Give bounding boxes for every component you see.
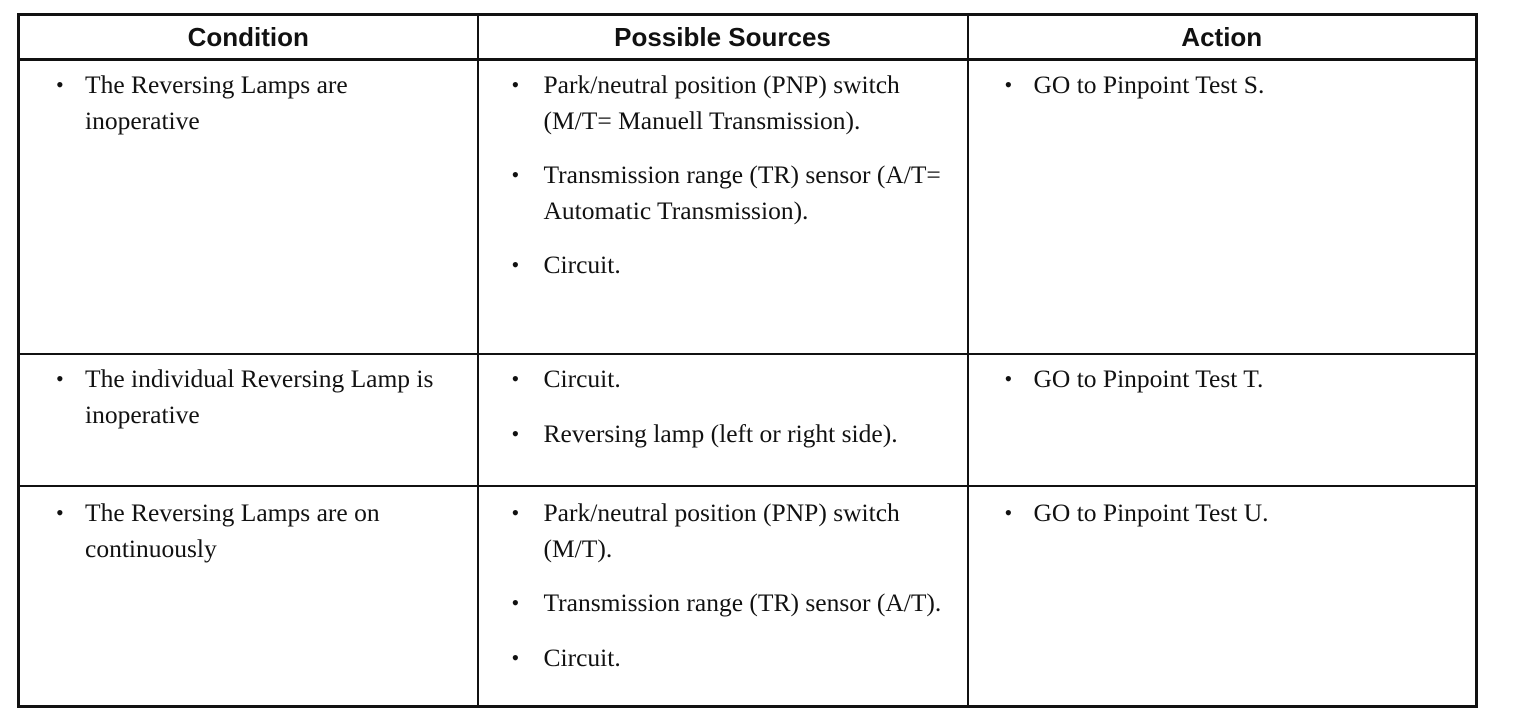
source-text: Park/neutral position (PNP) switch (M/T= Manuell Transmission).	[543, 70, 900, 135]
sources-cell	[478, 60, 968, 355]
condition-text: The individual Reversing Lamp is inoperative	[85, 364, 434, 429]
bullet-icon: •	[1004, 500, 1013, 525]
source-text: Circuit.	[543, 364, 621, 393]
bullet-icon: •	[511, 420, 520, 446]
action-cell	[968, 60, 1477, 355]
source-item	[479, 247, 957, 283]
source-item	[479, 416, 957, 452]
header-possible-sources: Possible Sources	[478, 15, 968, 60]
condition-cell	[19, 354, 478, 486]
source-text: Reversing lamp (left or right side).	[543, 418, 898, 448]
source-item	[479, 640, 957, 676]
bullet-icon: •	[1004, 72, 1013, 97]
table-row	[19, 354, 1477, 486]
condition-text: The Reversing Lamps are on continuously	[85, 498, 380, 563]
table-row	[19, 60, 1477, 355]
bullet-icon: •	[56, 366, 64, 391]
source-text: Circuit.	[543, 250, 621, 279]
condition-cell	[19, 486, 478, 707]
action-text: GO to Pinpoint Test U.	[1033, 498, 1269, 527]
diagnosis-table-container	[17, 13, 1475, 708]
bullet-icon: •	[511, 366, 520, 391]
condition-text: The Reversing Lamps are inoperative	[85, 70, 348, 135]
bullet-icon: •	[511, 500, 520, 525]
sources-cell	[478, 486, 968, 707]
source-text: Transmission range (TR) sensor (A/T).	[543, 588, 942, 617]
action-text: GO to Pinpoint Test T.	[1033, 364, 1264, 393]
action-text: GO to Pinpoint Test S.	[1033, 70, 1265, 99]
bullet-icon: •	[1004, 366, 1013, 391]
action-cell	[968, 486, 1477, 707]
bullet-icon: •	[511, 590, 520, 615]
source-text: Circuit.	[543, 642, 621, 672]
diagnosis-table	[17, 13, 1478, 708]
bullet-icon: •	[511, 252, 520, 277]
source-item	[479, 495, 957, 566]
source-item	[479, 585, 957, 621]
action-cell	[968, 354, 1477, 486]
sources-cell	[478, 354, 968, 486]
source-item	[479, 157, 957, 228]
source-item	[479, 361, 957, 397]
condition-item	[20, 67, 467, 138]
condition-item	[20, 361, 467, 432]
bullet-icon: •	[511, 162, 520, 187]
source-text: Park/neutral position (PNP) switch (M/T).	[543, 498, 900, 563]
header-condition: Condition	[19, 15, 478, 60]
action-item	[969, 67, 1466, 103]
bullet-icon: •	[511, 644, 520, 670]
bullet-icon: •	[511, 72, 520, 97]
condition-cell	[19, 60, 478, 355]
bullet-icon: •	[56, 72, 64, 97]
bullet-icon: •	[56, 500, 64, 525]
action-item	[969, 495, 1466, 531]
table-header-row	[19, 15, 1477, 60]
source-item	[479, 67, 957, 138]
action-item	[969, 361, 1466, 397]
source-text: Transmission range (TR) sensor (A/T= Automatic Transmission).	[543, 160, 941, 225]
condition-item	[20, 495, 467, 566]
header-action: Action	[968, 15, 1477, 60]
table-row	[19, 486, 1477, 707]
